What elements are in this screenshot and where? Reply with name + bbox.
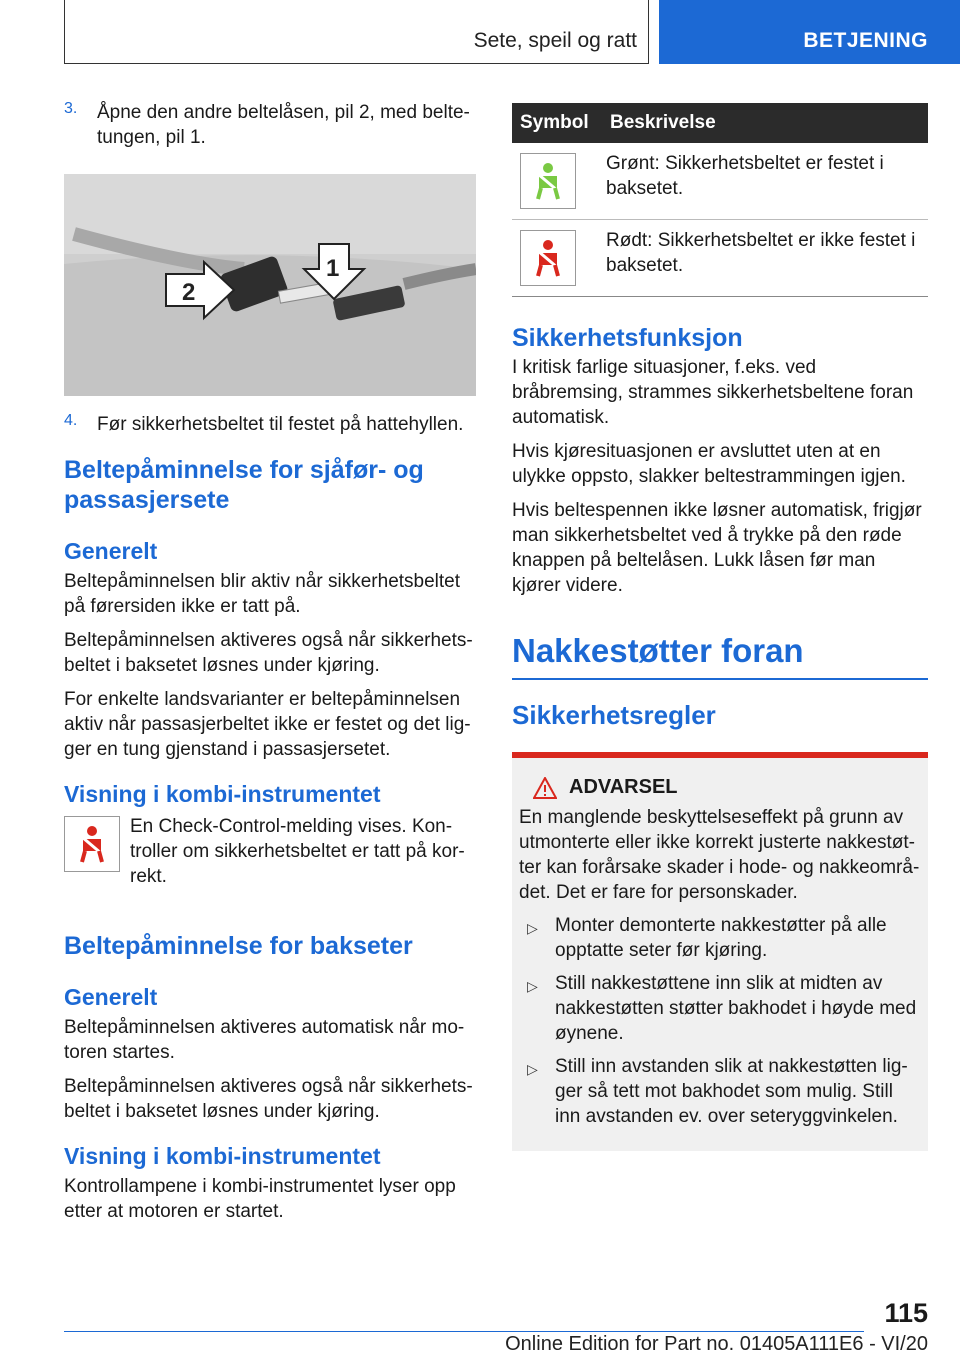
paragraph: I kritisk farlige situasjoner, f.eks. ved bråbremsing, strammes sikkerhetsbeltene foran automatisk. [512, 357, 914, 428]
heading-display-2: Visning i kombi-instrumentet [64, 1143, 381, 1169]
table-header-symbol: Symbol [512, 103, 602, 143]
heading-rule [512, 678, 928, 680]
header-chapter-tab: BETJENING [659, 0, 960, 64]
warning-triangle-icon [533, 777, 557, 799]
warning-list [519, 913, 920, 1129]
list-item: ▷ Still nakkestøttene inn slik at midten av nakkestøtten støtter bakhodet i høyde med øynene. [527, 973, 917, 1044]
footer-edition: Online Edition for Part no. 01405A111E6 - VI/20 [505, 1333, 928, 1355]
right-column [512, 103, 928, 1151]
bullet-marker: ▷ [527, 978, 538, 994]
step-number: 3. [64, 100, 78, 117]
heading-rear-belt-reminder: Beltepåminnelse for bakseter [64, 932, 413, 960]
step-number: 4. [64, 412, 78, 429]
paragraph: Beltepåminnelsen aktiveres også når sikkerhetsbeltet i baksetet løsnes under kjøring. [64, 630, 473, 676]
heading-front-headrests: Nakkestøtter foran [512, 632, 804, 669]
seatbelt-red-icon [64, 816, 120, 872]
heading-display-1: Visning i kombi-instrumentet [64, 781, 381, 807]
warning-text: En manglende beskyttelseseffekt på grunn av utmonterte eller ikke korrekt justerte nakkestøtter kan forårsake skader i hode- og nakkeområdet. Det er fare for personskader. [519, 807, 920, 903]
warning-box [512, 752, 928, 1151]
footer-rule [64, 1331, 864, 1332]
warning-title: ADVARSEL [569, 776, 678, 798]
table-header-description: Beskrivelse [602, 103, 928, 143]
page-number: 115 [884, 1298, 928, 1328]
table-cell-description: Rødt: Sikkerhetsbeltet er ikke festet i baksetet. [602, 220, 928, 297]
table-row [512, 220, 928, 297]
table-header-row [512, 103, 928, 143]
paragraph: Hvis beltespennen ikke løsner automatisk, frigjør man sikkerhetsbeltet ved å trykke på den røde knappen på beltelåsen. Lukk låsen før man kjører videre. [512, 500, 922, 596]
table-cell-description: Grønt: Sikkerhetsbeltet er festet i baksetet. [602, 143, 928, 220]
paragraph: En Check-Control-melding vises. Kontroller om sikkerhetsbeltet er tatt på korrekt. [130, 816, 465, 887]
step-3 [64, 100, 476, 150]
step-4 [64, 412, 476, 437]
heading-safety-rules: Sikkerhetsregler [512, 700, 716, 730]
heading-driver-belt-reminder: Beltepåminnelse for sjåfør- og passasjersete [64, 456, 424, 514]
heading-safety-function: Sikkerhetsfunksjon [512, 324, 743, 352]
list-item: ▷ Still inn avstanden slik at nakkestøtten ligger så tett mot bakhodet som mulig. Still inn avstanden ev. over seteryggvinkelen. [527, 1056, 908, 1127]
symbol-table [512, 103, 928, 297]
bullet-marker: ▷ [527, 1061, 538, 1077]
seatbelt-green-icon [520, 153, 576, 209]
heading-general-1: Generelt [64, 538, 158, 564]
header-section-title: Sete, speil og ratt [473, 29, 637, 52]
photo-label-1: 1 [326, 255, 340, 282]
step-text: Før sikkerhetsbeltet til festet på hattehyllen. [97, 414, 464, 435]
left-column [64, 100, 476, 1233]
paragraph: Hvis kjøresituasjonen er avsluttet uten at en ulykke oppsto, slakker beltestrammingen igjen. [512, 441, 906, 487]
list-item: ▷ Monter demonterte nakkestøtter på alle opptatte seter før kjøring. [527, 915, 887, 961]
photo-label-2: 2 [182, 279, 196, 306]
paragraph: Beltepåminnelsen aktiveres automatisk når motoren startes. [64, 1017, 465, 1063]
paragraph: Beltepåminnelsen blir aktiv når sikkerhetsbeltet på førersiden ikke er tatt på. [64, 571, 461, 617]
check-control-info [64, 814, 476, 889]
paragraph: For enkelte landsvarianter er beltepåminnelsen aktiv når passasjerbeltet ikke er festet og det ligger en tung gjenstand i passasjersetet. [64, 689, 471, 760]
seatbelt-red-icon [520, 230, 576, 286]
paragraph: Kontrollampene i kombi-instrumentet lyser opp etter at motoren er startet. [64, 1176, 456, 1222]
paragraph: Beltepåminnelsen aktiveres også når sikkerhetsbeltet i baksetet løsnes under kjøring. [64, 1076, 473, 1122]
rear-seat-belt-photo [64, 174, 476, 396]
table-row [512, 143, 928, 220]
bullet-marker: ▷ [527, 920, 538, 936]
step-text: Åpne den andre beltelåsen, pil 2, med beltetungen, pil 1. [97, 102, 470, 148]
heading-general-2: Generelt [64, 984, 158, 1010]
